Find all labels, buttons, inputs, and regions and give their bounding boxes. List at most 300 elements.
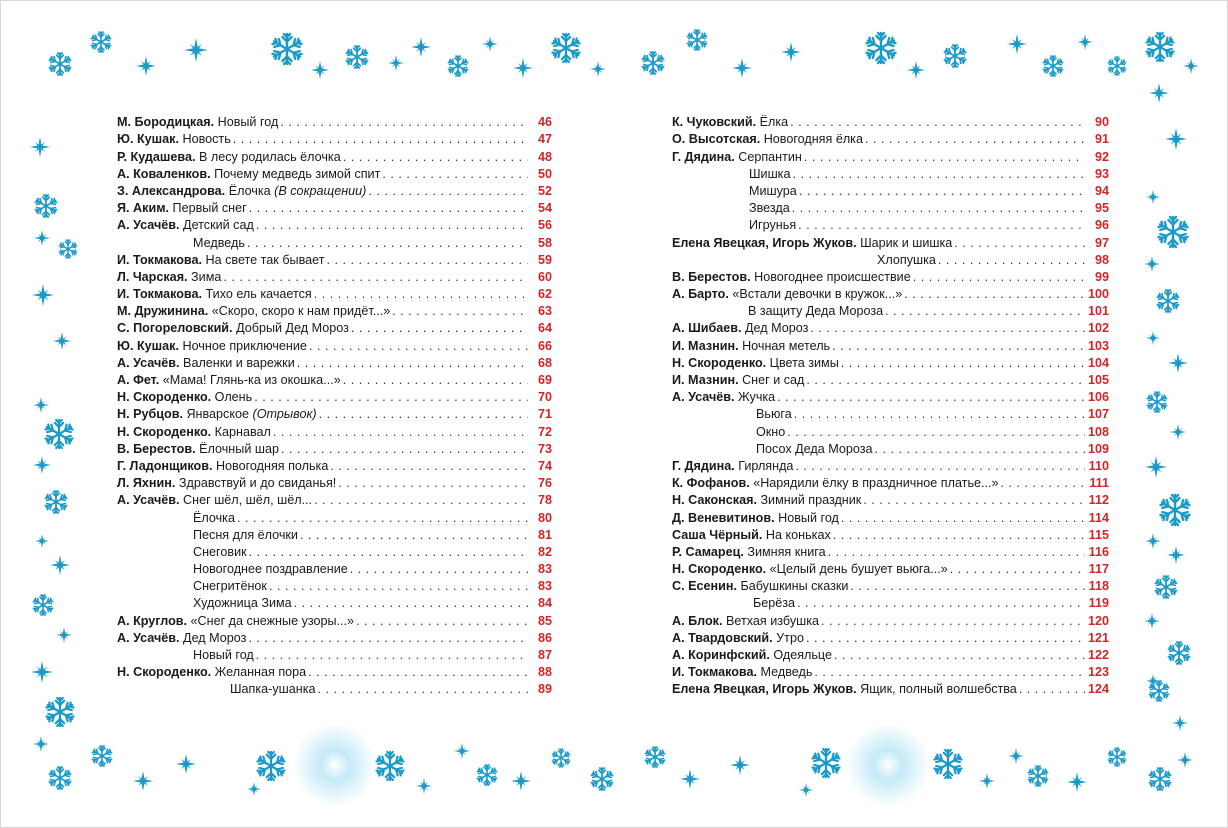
toc-leader-dots [273, 425, 528, 440]
toc-author: А. Шибаев. [672, 321, 742, 336]
toc-leader-dots [814, 665, 1085, 680]
toc-title: Новый год [217, 115, 279, 130]
toc-title: Художница Зима [193, 596, 292, 611]
toc-leader-dots [338, 476, 528, 491]
toc-leader-dots [294, 596, 528, 611]
toc-entry [672, 199, 1109, 216]
toc-entry [672, 526, 1109, 543]
toc-page-number: 100 [1087, 287, 1109, 302]
toc-leader-dots [797, 596, 1085, 611]
toc-title: Гирлянда [738, 458, 794, 473]
toc-page-number: 95 [1094, 201, 1109, 216]
toc-entry [117, 646, 552, 663]
toc-page-number: 99 [1094, 269, 1109, 284]
toc-leader-dots [904, 287, 1085, 302]
toc-page-number: 78 [537, 493, 552, 508]
toc-entry [117, 388, 552, 405]
toc-entry [117, 422, 552, 439]
toc-title: Окно [756, 424, 786, 439]
toc-title: Детский сад [183, 218, 254, 233]
toc-entry [672, 336, 1109, 353]
toc-entry [672, 611, 1109, 628]
toc-page-number: 83 [537, 562, 552, 577]
toc-page-number: 87 [537, 648, 552, 662]
toc-leader-dots [954, 236, 1085, 251]
toc-page-number: 111 [1089, 476, 1109, 491]
toc-title: Хлопушка [877, 252, 936, 267]
toc-entry [117, 354, 552, 371]
toc-entry [672, 354, 1109, 371]
toc-entry [672, 233, 1109, 250]
toc-author: О. Высотская. [672, 132, 761, 147]
toc-author: С. Погореловский. [117, 321, 233, 336]
toc-leader-dots [950, 562, 1085, 577]
toc-entry [672, 457, 1109, 474]
toc-leader-dots [280, 115, 528, 130]
toc-title: Снег шёл, шёл, шёл... [183, 493, 313, 508]
toc-author: К. Фофанов. [672, 476, 750, 491]
toc-entry [672, 422, 1109, 439]
toc-leader-dots [249, 201, 528, 216]
toc-title: «Нарядили ёлку в праздничное платье...» [753, 476, 999, 491]
toc-leader-dots [300, 528, 528, 543]
toc-entry [117, 663, 552, 680]
toc-entry [672, 182, 1109, 199]
toc-title: Шишка [749, 166, 791, 181]
toc-leader-dots [777, 390, 1085, 405]
toc-title: Добрый Дед Мороз [236, 321, 349, 336]
toc-entry [117, 182, 552, 199]
toc-author: И. Мазнин. [672, 373, 739, 387]
toc-entry [672, 646, 1109, 663]
toc-page-number: 122 [1087, 648, 1109, 662]
toc-leader-dots [798, 218, 1085, 233]
toc-entry [117, 560, 552, 577]
toc-page-number: 83 [537, 579, 552, 594]
toc-leader-dots [834, 648, 1085, 663]
toc-entry [117, 336, 552, 353]
toc-leader-dots [343, 373, 528, 388]
toc-entry [672, 491, 1109, 508]
toc-note: (В сокращении) [274, 183, 367, 198]
toc-leader-dots [806, 631, 1085, 646]
toc-page-number: 86 [537, 630, 552, 645]
toc-entry [117, 130, 552, 147]
toc-title: Одеяльце [773, 648, 833, 662]
toc-leader-dots [806, 373, 1085, 388]
toc-leader-dots [850, 579, 1085, 594]
toc-entry [117, 165, 552, 182]
toc-page-number: 63 [537, 304, 552, 319]
toc-author: Г. Дядина. [672, 149, 735, 164]
toc-page-number: 110 [1088, 458, 1109, 473]
toc-author: Я. Аким. [117, 201, 170, 216]
toc-entry [672, 405, 1109, 422]
toc-entry [672, 508, 1109, 525]
toc-title: В защиту Деда Мороза [748, 304, 884, 319]
toc-page-number: 124 [1087, 682, 1109, 697]
toc-leader-dots [885, 304, 1085, 319]
toc-leader-dots [913, 270, 1085, 285]
toc-entry [672, 629, 1109, 646]
toc-title: Снег и сад [742, 373, 805, 387]
toc-title: Новость [182, 132, 231, 147]
toc-title: Снеговик [193, 544, 247, 559]
toc-page-number: 47 [537, 132, 552, 147]
toc-entry [117, 474, 552, 491]
toc-title: Вьюга [756, 407, 792, 422]
toc-leader-dots [841, 356, 1085, 371]
toc-page-number: 104 [1087, 355, 1109, 370]
toc-title: На коньках [765, 527, 831, 542]
toc-title: Первый снег [172, 201, 247, 216]
toc-author: С. Есенин. [672, 579, 737, 594]
toc-author: А. Круглов. [117, 613, 188, 628]
toc-title: Медведь [193, 235, 245, 250]
toc-entry [117, 440, 552, 457]
toc-author: Л. Чарская. [117, 269, 188, 284]
toc-leader-dots [327, 253, 529, 268]
toc-leader-dots [828, 545, 1085, 560]
toc-title: Ночная метель [742, 338, 831, 353]
toc-title: «Встали девочки в кружок...» [732, 287, 903, 302]
toc-title: Зима [191, 269, 222, 284]
toc-author: Ю. Кушак. [117, 132, 179, 147]
toc-page-number: 68 [537, 355, 552, 370]
toc-title: Новогодняя полька [215, 458, 329, 473]
toc-entry [117, 251, 552, 268]
toc-entry [672, 371, 1109, 388]
toc-leader-dots [314, 493, 528, 508]
toc-entry [117, 491, 552, 508]
toc-page-number: 81 [537, 527, 552, 542]
toc-author: А. Усачёв. [117, 355, 180, 370]
toc-page-number: 107 [1087, 407, 1109, 422]
toc-leader-dots [343, 150, 528, 165]
toc-page-number: 98 [1094, 252, 1109, 267]
toc-page-number: 117 [1088, 562, 1109, 577]
toc-title: Ёлочка [193, 510, 235, 525]
toc-page-number: 91 [1094, 132, 1109, 147]
toc-page-number: 116 [1088, 544, 1109, 559]
toc-leader-dots [938, 253, 1085, 268]
toc-title: «Скоро, скоро к нам придёт...» [211, 304, 391, 319]
toc-entry [672, 319, 1109, 336]
toc-entry [117, 508, 552, 525]
toc-entry [117, 611, 552, 628]
toc-entry [117, 268, 552, 285]
toc-entry [117, 680, 552, 697]
toc-leader-dots [254, 390, 528, 405]
toc-author: М. Дружинина. [117, 304, 209, 319]
toc-author: Г. Дядина. [672, 458, 735, 473]
toc-page-number: 58 [537, 235, 552, 250]
toc-leader-dots [356, 614, 528, 629]
toc-leader-dots [256, 648, 528, 663]
toc-author: А. Усачёв. [117, 493, 180, 508]
toc-page-number: 92 [1094, 149, 1109, 164]
toc-title: Игрунья [749, 218, 797, 233]
toc-title: Ёлка [759, 115, 789, 130]
toc-entry [672, 147, 1109, 164]
toc-author: Саша Чёрный. [672, 527, 763, 542]
toc-page-number: 80 [537, 510, 552, 525]
toc-left-column [117, 113, 552, 697]
toc-leader-dots [792, 167, 1085, 182]
toc-page-number: 64 [537, 321, 552, 336]
toc-author: Р. Кудашева. [117, 149, 196, 164]
toc-page-number: 76 [537, 476, 552, 491]
toc-leader-dots [309, 339, 528, 354]
toc-page-number: 115 [1088, 527, 1109, 542]
toc-leader-dots [865, 132, 1085, 147]
toc-page-number: 105 [1087, 373, 1109, 387]
toc-leader-dots [249, 545, 528, 560]
toc-author: А. Коваленков. [117, 166, 211, 181]
toc-title: Медведь [760, 665, 813, 680]
toc-title: Зимний праздник [760, 493, 862, 508]
toc-entry [117, 113, 552, 130]
toc-author: Н. Скороденко. [117, 390, 212, 405]
toc-entry [672, 474, 1109, 491]
toc-leader-dots [787, 425, 1085, 440]
toc-author: А. Усачёв. [672, 390, 735, 405]
toc-entry [672, 216, 1109, 233]
toc-title: Жучка [738, 390, 776, 405]
toc-entry [672, 285, 1109, 302]
toc-title: Дед Мороз [745, 321, 809, 336]
toc-entry [117, 371, 552, 388]
toc-page-number: 72 [537, 424, 552, 439]
toc-entry [672, 251, 1109, 268]
toc-author: И. Мазнин. [672, 338, 739, 353]
toc-leader-dots [297, 356, 528, 371]
toc-note: (Отрывок) [252, 407, 317, 422]
toc-author: В. Берестов. [672, 269, 751, 284]
toc-leader-dots [368, 184, 528, 199]
toc-entry [117, 629, 552, 646]
toc-title: Бабушкины сказки [740, 579, 849, 594]
toc-page-number: 73 [537, 441, 552, 456]
toc-author: И. Токмакова. [117, 287, 203, 302]
toc-leader-dots [318, 682, 528, 697]
toc-page-number: 54 [537, 201, 552, 216]
toc-leader-dots [233, 132, 528, 147]
toc-page-number: 102 [1087, 321, 1109, 336]
toc-entry [117, 147, 552, 164]
toc-title: Валенки и варежки [183, 355, 295, 370]
toc-page-number: 97 [1094, 235, 1109, 250]
toc-author: А. Барто. [672, 287, 729, 302]
toc-right-column [672, 113, 1109, 697]
toc-title: Звезда [749, 201, 790, 216]
toc-entry [117, 577, 552, 594]
toc-entry [672, 663, 1109, 680]
toc-title: Новый год [193, 648, 254, 662]
toc-entry [672, 130, 1109, 147]
toc-page-number: 96 [1094, 218, 1109, 233]
toc-entry [672, 594, 1109, 611]
toc-entry [117, 457, 552, 474]
toc-leader-dots [821, 614, 1085, 629]
toc-author: А. Фет. [117, 373, 160, 387]
toc-page-number: 46 [537, 115, 552, 130]
toc-leader-dots [790, 115, 1085, 130]
toc-page-number: 121 [1087, 630, 1109, 645]
toc-leader-dots [1001, 476, 1085, 491]
toc-author: А. Коринфский. [672, 648, 770, 662]
toc-entry [672, 268, 1109, 285]
toc-title: Ящик, полный волшебства [860, 682, 1017, 697]
toc-page-number: 59 [537, 252, 552, 267]
toc-title: Песня для ёлочки [193, 527, 298, 542]
toc-title: Здравствуй и до свиданья! [178, 476, 337, 491]
toc-leader-dots [804, 150, 1085, 165]
toc-title: Олень [214, 390, 253, 405]
toc-title: Новогоднее происшествие [754, 269, 911, 284]
toc-leader-dots [350, 562, 528, 577]
toc-leader-dots [281, 442, 528, 457]
toc-page-number: 120 [1087, 613, 1109, 628]
toc-author: Г. Ладонщиков. [117, 458, 213, 473]
toc-leader-dots [269, 579, 528, 594]
toc-leader-dots [223, 270, 528, 285]
toc-author: К. Чуковский. [672, 115, 757, 130]
toc-page-number: 90 [1094, 115, 1109, 130]
toc-page-number: 69 [537, 373, 552, 387]
toc-title: Новый год [778, 510, 839, 525]
toc-leader-dots [832, 339, 1085, 354]
toc-page-number: 71 [537, 407, 552, 422]
toc-page-number: 62 [537, 287, 552, 302]
toc-title: Январское [186, 407, 250, 422]
toc-author: Н. Скороденко. [672, 355, 767, 370]
toc-author: Н. Скороденко. [117, 665, 212, 680]
toc-page-number: 108 [1087, 424, 1109, 439]
toc-entry [117, 405, 552, 422]
toc-title: Утро [776, 630, 804, 645]
toc-author: Ю. Кушак. [117, 338, 179, 353]
toc-page-number: 70 [537, 390, 552, 405]
toc-entry [117, 199, 552, 216]
toc-author: Н. Саконская. [672, 493, 757, 508]
toc-entry [117, 285, 552, 302]
toc-leader-dots [1019, 682, 1085, 697]
toc-title: «Снег да снежные узоры...» [190, 613, 355, 628]
toc-page-number: 66 [537, 338, 552, 353]
toc-entry [672, 302, 1109, 319]
toc-page-number: 88 [537, 665, 552, 680]
toc-title: Новогодняя ёлка [763, 132, 863, 147]
toc-entry [117, 216, 552, 233]
toc-title: Карнавал [214, 424, 271, 439]
toc-title: Желанная пора [214, 665, 307, 680]
toc-page-number: 118 [1088, 579, 1109, 594]
toc-title: Новогоднее поздравление [193, 562, 348, 577]
toc-page-number: 48 [537, 149, 552, 164]
toc-page-number: 93 [1094, 166, 1109, 181]
toc-leader-dots [794, 407, 1085, 422]
toc-author: Л. Яхнин. [117, 476, 176, 491]
toc-leader-dots [256, 218, 528, 233]
toc-author: А. Блок. [672, 613, 723, 628]
toc-title: Ночное приключение [182, 338, 307, 353]
toc-title: Шарик и шишка [860, 235, 953, 250]
toc-author: Д. Веневитинов. [672, 510, 775, 525]
toc-author: А. Усачёв. [117, 630, 180, 645]
toc-title: Берёза [753, 596, 796, 611]
toc-page-number: 103 [1087, 338, 1109, 353]
toc-title: Зимняя книга [747, 544, 826, 559]
toc-entry [672, 577, 1109, 594]
toc-page-number: 85 [537, 613, 552, 628]
toc-leader-dots [330, 459, 528, 474]
toc-leader-dots [247, 236, 528, 251]
toc-entry [672, 165, 1109, 182]
toc-page-number: 101 [1087, 304, 1109, 319]
toc-author: Елена Явецкая, Игорь Жуков. [672, 682, 857, 697]
toc-title: В лесу родилась ёлочка [198, 149, 341, 164]
toc-title: «Целый день бушует вьюга...» [769, 562, 948, 577]
toc-author: М. Бородицкая. [117, 115, 215, 130]
toc-entry [117, 594, 552, 611]
toc-author: И. Токмакова. [672, 665, 758, 680]
toc-author: Н. Скороденко. [117, 424, 212, 439]
toc-title: Почему медведь зимой спит [214, 166, 381, 181]
toc-leader-dots [799, 184, 1085, 199]
toc-leader-dots [351, 321, 528, 336]
toc-author: Н. Скороденко. [672, 562, 767, 577]
toc-entry [672, 543, 1109, 560]
toc-author: А. Твардовский. [672, 630, 773, 645]
toc-title: Мишура [749, 183, 797, 198]
toc-entry [117, 233, 552, 250]
toc-leader-dots [319, 407, 528, 422]
toc-leader-dots [392, 304, 528, 319]
toc-title: На свете так бывает [205, 252, 325, 267]
toc-title: Ёлочка [228, 183, 271, 198]
toc-title: Тихо ель качается [205, 287, 312, 302]
toc-leader-dots [382, 167, 528, 182]
toc-page-number: 114 [1088, 510, 1109, 525]
toc-entry [117, 302, 552, 319]
toc-title: «Мама! Глянь-ка из окошка...» [162, 373, 341, 387]
toc-leader-dots [841, 511, 1085, 526]
toc-entry [117, 526, 552, 543]
toc-entry [672, 113, 1109, 130]
toc-author: З. Александрова. [117, 183, 226, 198]
toc-title: Шапка-ушанка [230, 682, 316, 697]
toc-leader-dots [792, 201, 1085, 216]
toc-page-number: 56 [537, 218, 552, 233]
toc-page-number: 112 [1088, 493, 1109, 508]
toc-page-number: 82 [537, 544, 552, 559]
toc-page-number: 119 [1088, 596, 1109, 611]
toc-author: Н. Рубцов. [117, 407, 183, 422]
toc-page-number: 74 [537, 458, 552, 473]
toc-leader-dots [308, 665, 528, 680]
toc-title: Ветхая избушка [725, 613, 820, 628]
toc-page-number: 109 [1087, 441, 1109, 456]
toc-page-number: 106 [1087, 390, 1109, 405]
toc-page-number: 123 [1087, 665, 1109, 680]
toc-title: Снегритёнок [193, 579, 267, 594]
toc-author: И. Токмакова. [117, 252, 203, 267]
toc-author: А. Усачёв. [117, 218, 180, 233]
toc-title: Цвета зимы [769, 355, 839, 370]
toc-author: Р. Самарец. [672, 544, 744, 559]
toc-page-number: 84 [537, 596, 552, 611]
